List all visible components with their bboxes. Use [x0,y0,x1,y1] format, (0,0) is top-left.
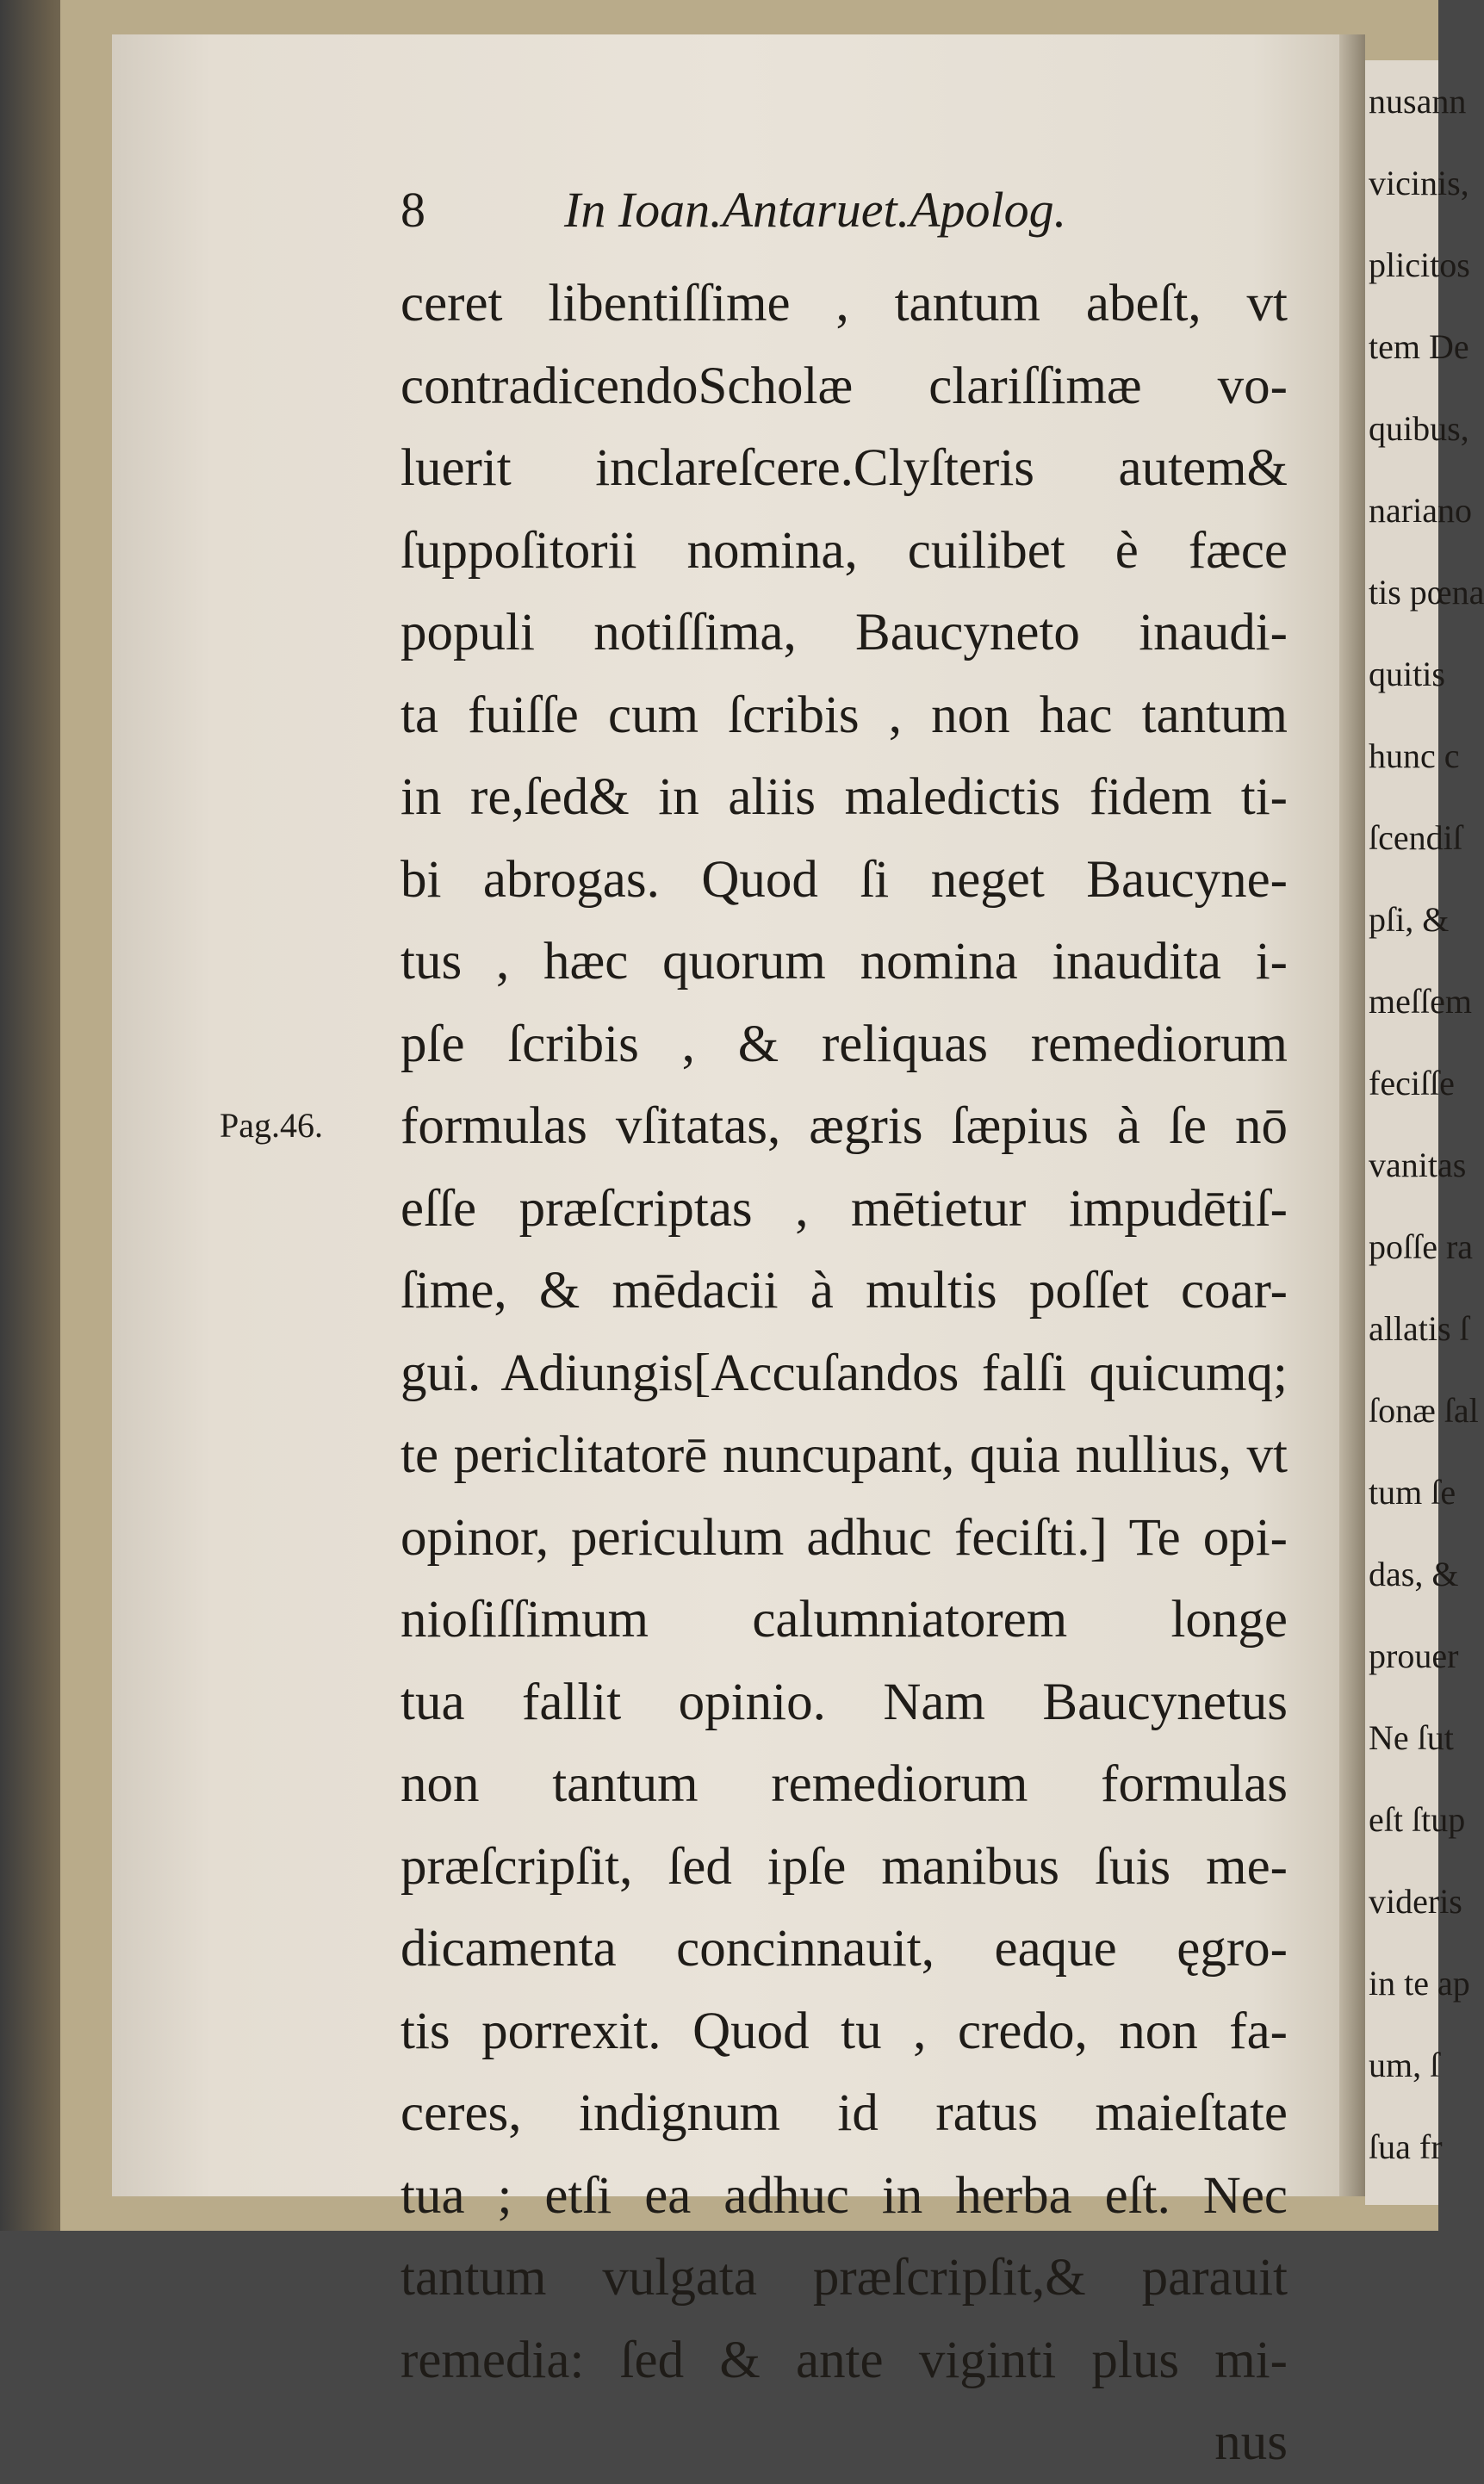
running-head: In Ioan.Antaruet.Apolog. [564,182,1067,238]
next-page-fragment: um, ſ [1369,2046,1440,2084]
text-line: nus [1214,2413,1288,2471]
next-page-fragment: allatis ſ [1369,1309,1469,1348]
next-page-fragment: quitis [1369,655,1445,693]
text-line: ſime, & mēdacii à multis poſſet coar- [400,1262,1288,1320]
text-line: te periclitatorē nuncupant, quia nullius, vt [400,1426,1288,1484]
text-line: nioſiſſimum calumniatorem longe [400,1591,1288,1649]
text-line: ceret libentiſſime , tantum abeſt, vt [400,275,1288,332]
next-page-edge [1365,60,1484,2205]
next-page-fragment: meſſem [1369,982,1472,1021]
text-line: præſcripſit, ſed ipſe manibus ſuis me- [400,1837,1288,1896]
next-page-fragment: pſi, & [1369,900,1450,939]
next-page-fragment: Ne ſut [1369,1718,1454,1757]
text-line: tus , hæc quorum nomina inaudita i- [400,933,1288,990]
text-line: ceres, indignum id ratus maieſtate [400,2084,1288,2142]
next-page-fragment: in te ap [1369,1964,1470,2003]
next-page-fragment: tis pœna [1369,573,1484,612]
next-page-fragment: das, & [1369,1555,1459,1593]
text-line: eſſe præſcriptas , mētietur impudētiſ- [400,1179,1288,1238]
text-line: pſe ſcribis , & reliquas remediorum [400,1015,1288,1073]
page-number: 8 [400,182,425,238]
text-line: luerit inclareſcere.Clyſteris autem& [400,439,1288,497]
text-line: tua ; etſi ea adhuc in herba eſt. Nec [400,2166,1288,2225]
next-page-fragment: poſſe ra [1369,1227,1474,1266]
next-page-fragment: nariano [1369,491,1472,530]
next-page-fragment: vicinis, [1369,164,1469,202]
text-line: tua fallit opinio. Nam Baucynetus [400,1673,1288,1731]
text-line: in re,ſed& in aliis maledictis fidem ti- [400,768,1288,826]
page-header [400,181,1067,239]
next-page-fragment: nusann [1369,82,1467,121]
text-line: non tantum remediorum formulas [400,1755,1288,1813]
text-line: opinor, periculum adhuc feciſti.] Te opi- [400,1508,1288,1567]
body-text [400,263,1288,2484]
page-gutter [1339,34,1365,2196]
next-page-fragment: ſonæ ſal [1369,1391,1479,1430]
text-line: ſuppoſitorii nomina, cuilibet è fæce [400,521,1288,580]
text-line: contradicendoScholæ clariſſimæ vo- [400,357,1288,415]
text-line: tantum vulgata præſcripſit,& parauit [400,2249,1288,2307]
next-page-fragment: tum ſe [1369,1473,1456,1512]
next-page-fragment: videris [1369,1882,1462,1921]
next-page-fragment: vanitas [1369,1146,1467,1184]
next-page-fragment: feciſſe [1369,1064,1455,1102]
next-page-fragment: ſcendiſ [1369,818,1462,857]
next-page-fragment: plicitos [1369,245,1470,284]
text-line: dicamenta concinnauit, eaque ęgro- [400,1920,1288,1978]
text-line: bi abrogas. Quod ſi neget Baucyne- [400,850,1288,909]
next-page-fragment: eſt ſtup [1369,1800,1466,1839]
next-page-fragment: hunc c [1369,736,1460,775]
text-line: tis porrexit. Quod tu , credo, non fa- [400,2002,1288,2060]
next-page-fragment: quibus, [1369,409,1469,448]
next-page-fragment: ſua fr [1369,2127,1443,2166]
text-line: populi notiſſima, Baucyneto inaudi- [400,604,1288,661]
text-line: gui. Adiungis[Accuſandos falſi quicumq; [400,1344,1288,1402]
next-page-fragment: tem De [1369,327,1469,366]
text-line: remedia: ſed & ante viginti plus mi- [400,2331,1288,2389]
text-line: formulas vſitatas, ægris ſæpius à ſe nō [400,1097,1288,1155]
text-line: ta fuiſſe cum ſcribis , non hac tantum [400,686,1288,744]
next-page-fragment: prouer [1369,1636,1459,1675]
margin-note: Pag.46. [220,1106,323,1145]
